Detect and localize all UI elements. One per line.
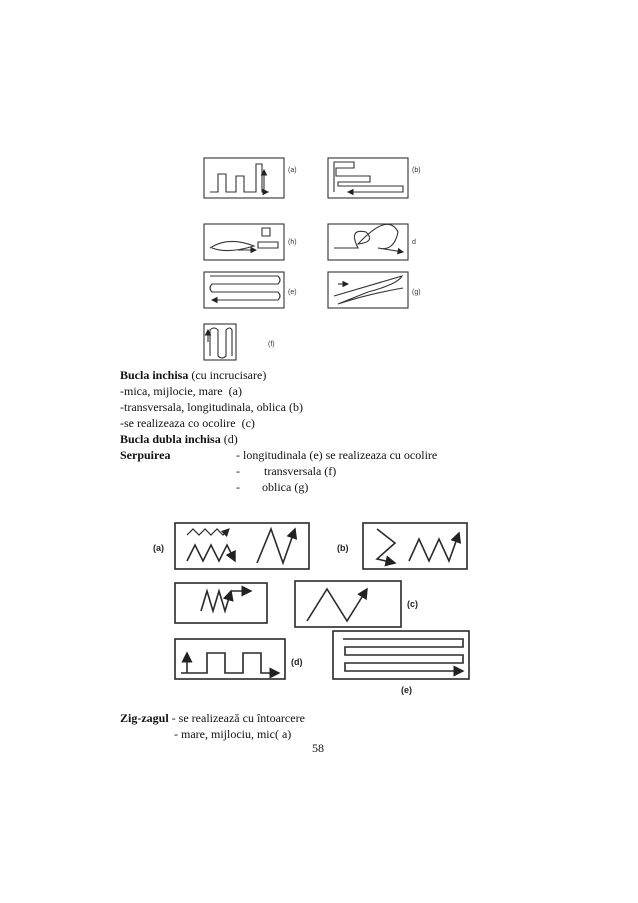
loop-diagrams-figure — [198, 152, 438, 364]
zigzag-line-2: - mare, mijlociu, mic( a) — [174, 727, 292, 741]
fig2-label-b: (b) — [337, 543, 349, 553]
fig1-label-d: d — [412, 239, 416, 246]
bucla-line-3: -transversala, longitudinala, oblica (b) — [120, 400, 303, 414]
bucla-dubla-heading — [120, 431, 238, 447]
fig2-label-a: (a) — [153, 543, 164, 553]
serpuirea-line-2: transversala (f) — [264, 464, 337, 478]
fig1-label-h: (h) — [288, 239, 297, 246]
zigzag-small-frame — [175, 583, 267, 623]
fig2-label-e: (e) — [401, 685, 412, 695]
zigzag-rest: - se realizează cu întoarcere — [168, 711, 305, 725]
fig1-label-f: (f) — [268, 341, 275, 348]
fig2-label-d: (d) — [291, 657, 303, 667]
bucla-title: Bucla inchisa — [120, 368, 189, 382]
serpuirea-dash-2: - — [236, 464, 240, 478]
serpuirea-title: Serpuirea — [120, 448, 171, 462]
bucla-line-4: -se realizeaza co ocolire (c) — [120, 416, 255, 430]
bucla-line-2: -mica, mijlocie, mare (a) — [120, 384, 242, 398]
bucla-heading — [120, 367, 266, 383]
fig1-label-a: (a) — [288, 167, 297, 174]
zigzag-heading — [120, 710, 305, 726]
serpuirea-dash-3: - — [236, 480, 240, 494]
diagram-e-frame — [204, 272, 284, 308]
zigzag-diagrams-figure — [147, 503, 480, 703]
serpuirea-line-3: oblica (g) — [262, 480, 309, 494]
bucla-rest: (cu incrucisare) — [188, 368, 267, 382]
zigzag-title: Zig-zagul — [120, 711, 169, 725]
bucla-dubla-rest: (d) — [220, 432, 238, 446]
serpuirea-line-1: - longitudinala (e) se realizeaza cu ocolire — [236, 448, 438, 462]
fig1-label-g: (g) — [412, 289, 421, 296]
fig1-label-b: (b) — [412, 167, 421, 174]
bucla-dubla-title: Bucla dubla inchisa — [120, 432, 221, 446]
fig1-label-e: (e) — [288, 289, 297, 296]
fig2-label-c: (c) — [407, 599, 418, 609]
page-number: 58 — [312, 741, 324, 755]
